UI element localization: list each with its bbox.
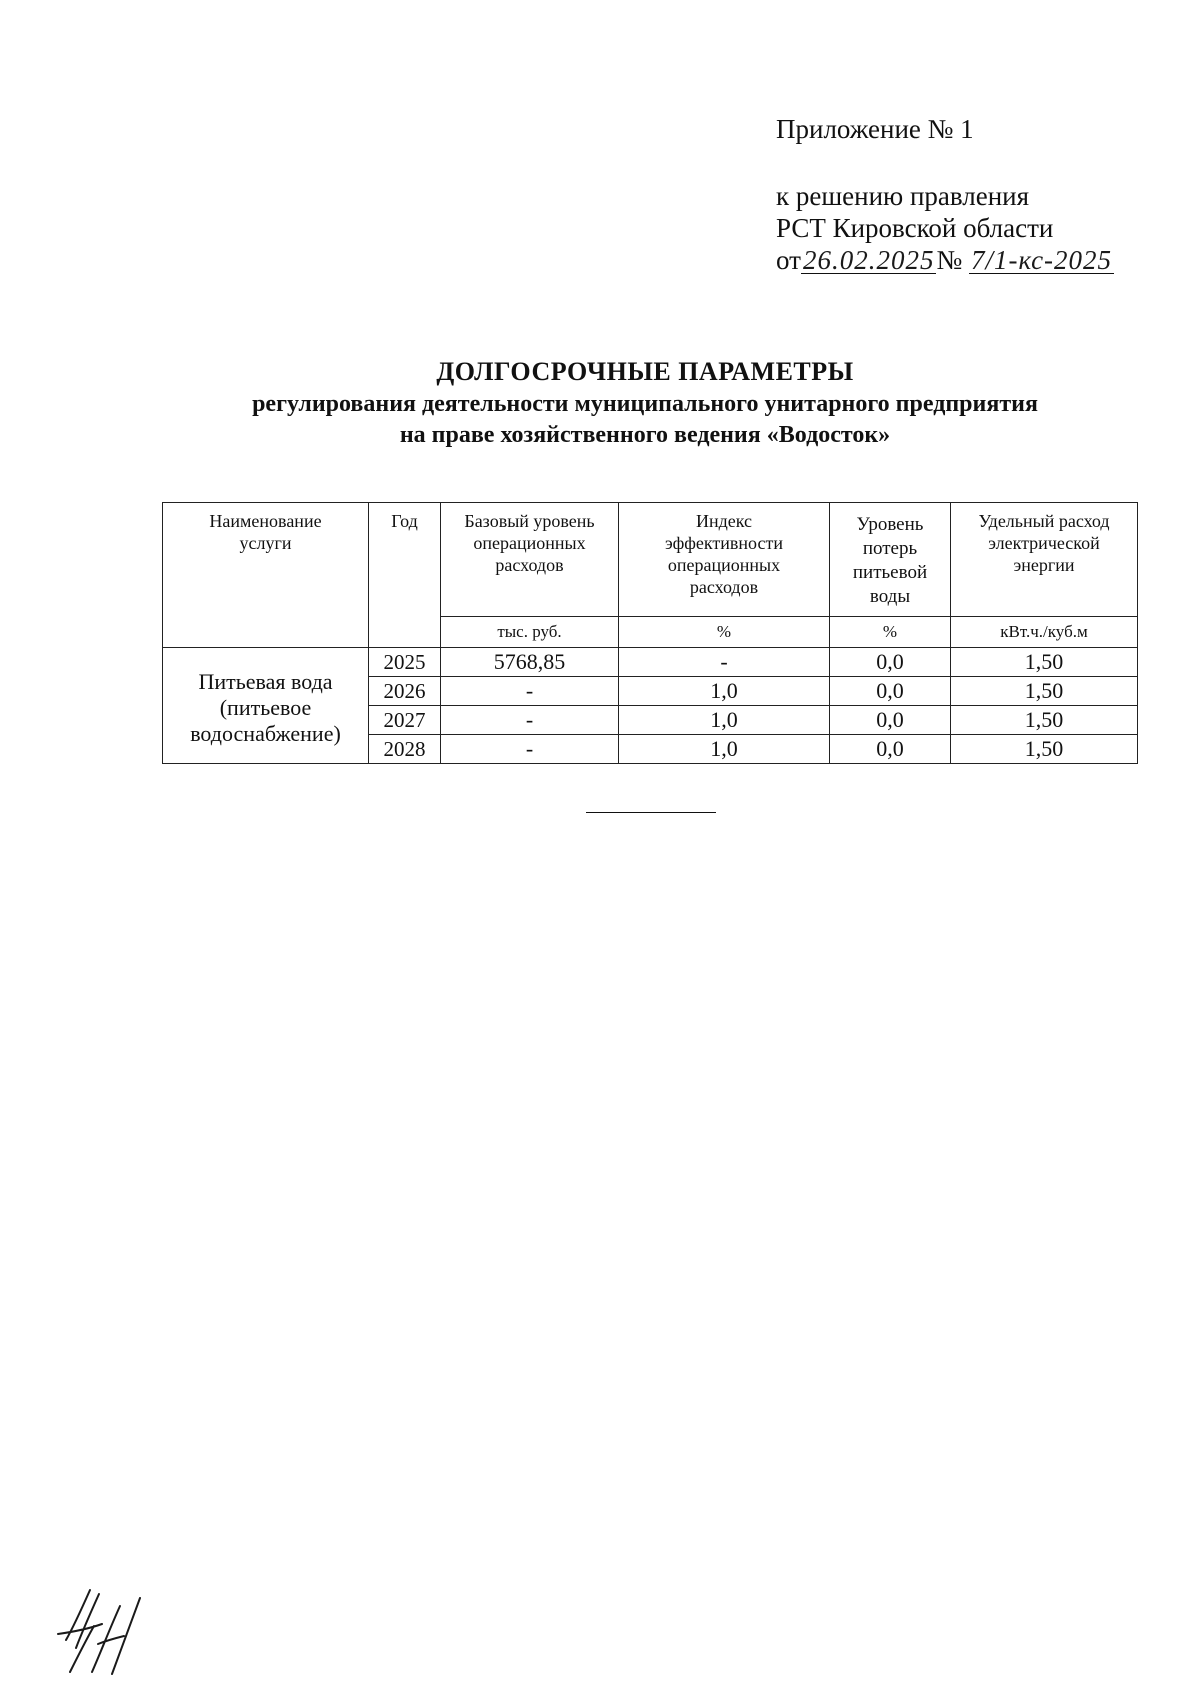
service-name-cell: Питьевая вода (питьевое водоснабжение) xyxy=(163,648,369,764)
year-cell: 2025 xyxy=(369,648,441,677)
table-row xyxy=(163,648,1138,677)
document-title-block xyxy=(150,355,1140,451)
document-subtitle-line-2: на праве хозяйственного ведения «Водосток» xyxy=(399,422,891,448)
header-loss-level: Уровень потерь питьевой воды xyxy=(830,503,951,617)
header-year: Год xyxy=(369,503,441,648)
header-base-cost: Базовый уровень операционных расходов xyxy=(441,503,619,617)
energy-consumption-cell: 1,50 xyxy=(951,735,1138,764)
year-cell: 2026 xyxy=(369,677,441,706)
handwritten-number: 7/1-кс-2025 xyxy=(970,245,1113,275)
decision-date-line xyxy=(776,244,1176,276)
signature-initials xyxy=(52,1582,147,1677)
decision-line-1: к решению правления xyxy=(776,181,1030,211)
year-cell: 2028 xyxy=(369,735,441,764)
header-efficiency-index: Индекс эффективности операционных расходов xyxy=(619,503,830,617)
loss-level-cell: 0,0 xyxy=(830,706,951,735)
efficiency-index-cell: 1,0 xyxy=(619,735,830,764)
header-service: Наименование услуги xyxy=(163,503,369,648)
header-energy-consumption: Удельный расход электрической энергии xyxy=(951,503,1138,617)
base-cost-cell: - xyxy=(441,706,619,735)
table-header-row xyxy=(163,503,1138,617)
base-cost-cell: 5768,85 xyxy=(441,648,619,677)
decision-line-2: РСТ Кировской области xyxy=(776,213,1054,243)
year-cell: 2027 xyxy=(369,706,441,735)
efficiency-index-cell: - xyxy=(619,648,830,677)
efficiency-index-cell: 1,0 xyxy=(619,677,830,706)
unit-loss-level: % xyxy=(830,617,951,648)
parameters-table xyxy=(162,502,1138,764)
energy-consumption-cell: 1,50 xyxy=(951,648,1138,677)
base-cost-cell: - xyxy=(441,735,619,764)
unit-energy-consumption: кВт.ч./куб.м xyxy=(951,617,1138,648)
document-subtitle-line-1: регулирования деятельности муниципального унитарного предприятия xyxy=(252,391,1038,417)
unit-efficiency-index: % xyxy=(619,617,830,648)
base-cost-cell: - xyxy=(441,677,619,706)
date-prefix: от xyxy=(776,245,801,275)
energy-consumption-cell: 1,50 xyxy=(951,706,1138,735)
energy-consumption-cell: 1,50 xyxy=(951,677,1138,706)
handwritten-date: 26.02.2025 xyxy=(802,245,935,275)
unit-base-cost: тыс. руб. xyxy=(441,617,619,648)
loss-level-cell: 0,0 xyxy=(830,677,951,706)
appendix-block xyxy=(776,113,1176,276)
loss-level-cell: 0,0 xyxy=(830,648,951,677)
appendix-title: Приложение № 1 xyxy=(776,114,974,144)
efficiency-index-cell: 1,0 xyxy=(619,706,830,735)
number-prefix: № xyxy=(936,245,963,275)
document-title: ДОЛГОСРОЧНЫЕ ПАРАМЕТРЫ xyxy=(436,357,854,386)
appendix-gap xyxy=(776,145,1176,180)
loss-level-cell: 0,0 xyxy=(830,735,951,764)
closing-separator-line xyxy=(586,812,716,813)
